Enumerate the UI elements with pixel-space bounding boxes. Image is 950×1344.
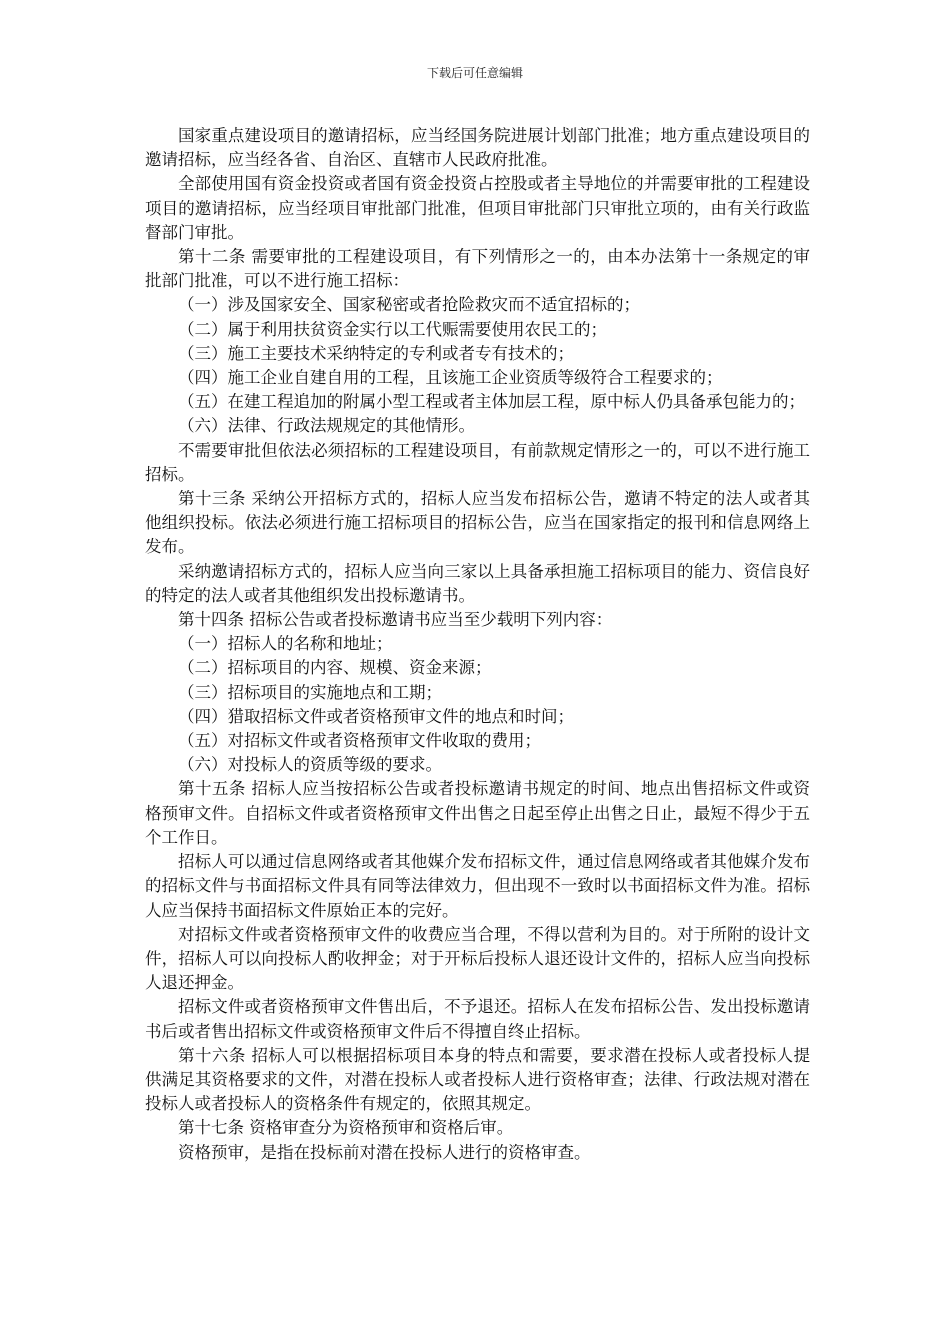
list-item: （三）招标项目的实施地点和工期；: [178, 682, 442, 702]
list-item: （一）涉及国家安全、国家秘密或者抢险救灾而不适宜招标的；: [178, 295, 640, 315]
paragraph: 第十三条 采纳公开招标方式的，招标人应当发布招标公告，邀请不特定的法人或者其他组织投标。依法必须进行施工招标项目的招标公告，应当在国家指定的报刊和信息网络上发布。: [145, 489, 810, 557]
paragraph: 第十四条 招标公告或者投标邀请书应当至少载明下列内容：: [178, 610, 613, 630]
list-item: （二）招标项目的内容、规模、资金来源；: [178, 658, 492, 678]
list-item: （四）施工企业自建自用的工程，且该施工企业资质等级符合工程要求的；: [178, 368, 723, 388]
list-item: （一）招标人的名称和地址；: [178, 634, 393, 654]
paragraph: 招标文件或者资格预审文件售出后，不予退还。招标人在发布招标公告、发出投标邀请书后或者售出招标文件或资格预审文件后不得擅自终止招标。: [145, 997, 810, 1041]
list-item: （五）对招标文件或者资格预审文件收取的费用；: [178, 731, 541, 751]
paragraph: 第十六条 招标人可以根据招标项目本身的特点和需要，要求潜在投标人或者投标人提供满足其资格要求的文件，对潜在投标人或者投标人进行资格审查；法律、行政法规对潜在投标人或者投标人的资格条件有规定的，依照其规定。: [145, 1045, 810, 1114]
paragraph: 国家重点建设项目的邀请招标，应当经国务院进展计划部门批准；地方重点建设项目的邀请招标，应当经各省、自治区、直辖市人民政府批准。: [145, 126, 810, 170]
paragraph: 第十七条 资格审查分为资格预审和资格后审。: [178, 1118, 514, 1138]
page-header: 下载后可任意编辑: [426, 66, 523, 80]
paragraph: 对招标文件或者资格预审文件的收费应当合理，不得以营利为目的。对于所附的设计文件，招标人可以向投标人酌收押金；对于开标后投标人退还设计文件的，招标人应当向投标人退还押金。: [145, 924, 810, 993]
list-item: （二）属于利用扶贫资金实行以工代赈需要使用农民工的；: [178, 319, 607, 339]
paragraph: 第十五条 招标人应当按招标公告或者投标邀请书规定的时间、地点出售招标文件或资格预审文件。自招标文件或者资格预审文件出售之日起至停止出售之日止，最短不得少于五个工作日。: [145, 779, 810, 847]
paragraph: 不需要审批但依法必须招标的工程建设项目，有前款规定情形之一的，可以不进行施工招标。: [145, 440, 810, 484]
list-item: （六）对投标人的资质等级的要求。: [178, 755, 442, 775]
list-item: （四）猎取招标文件或者资格预审文件的地点和时间；: [178, 706, 574, 726]
list-item: （六）法律、行政法规规定的其他情形。: [178, 416, 475, 436]
list-item: （五）在建工程追加的附属小型工程或者主体加层工程，原中标人仍具备承包能力的；: [178, 392, 805, 412]
paragraph: 第十二条 需要审批的工程建设项目，有下列情形之一的，由本办法第十一条规定的审批部门批准，可以不进行施工招标：: [145, 247, 810, 291]
paragraph: 采纳邀请招标方式的，招标人应当向三家以上具备承担施工招标项目的能力、资信良好的特定的法人或者其他组织发出投标邀请书。: [145, 561, 810, 605]
paragraph: 资格预审，是指在投标前对潜在投标人进行的资格审查。: [178, 1142, 591, 1162]
list-item: （三）施工主要技术采纳特定的专利或者专有技术的；: [178, 343, 574, 363]
paragraph: 招标人可以通过信息网络或者其他媒介发布招标文件，通过信息网络或者其他媒介发布的招标文件与书面招标文件具有同等法律效力，但出现不一致时以书面招标文件为准。招标人应当保持书面招标文件原始正本的完好。: [145, 852, 810, 920]
paragraph: 全部使用国有资金投资或者国有资金投资占控股或者主导地位的并需要审批的工程建设项目的邀请招标，应当经项目审批部门批准，但项目审批部门只审批立项的，由有关行政监督部门审批。: [145, 174, 810, 242]
document-body: [145, 124, 810, 1165]
